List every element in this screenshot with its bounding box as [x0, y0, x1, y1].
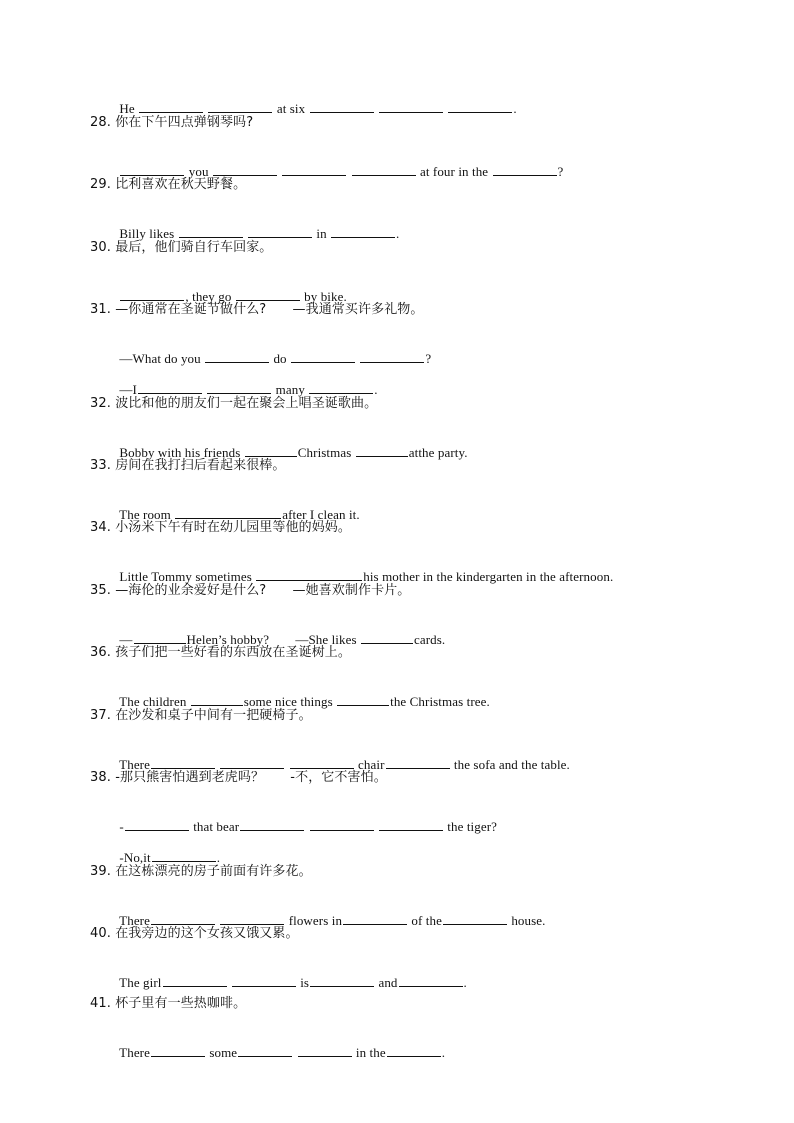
blank[interactable] — [310, 974, 374, 987]
answer-text: ? — [557, 164, 564, 179]
answer-text — [293, 1045, 296, 1060]
blank[interactable] — [240, 818, 304, 831]
blank[interactable] — [379, 818, 443, 831]
answer-text: Little Tommy sometimes — [119, 569, 256, 584]
answer-text: some — [205, 1045, 238, 1060]
question-34: 34. 小汤米下午有时在幼儿园里等他的妈妈。 — [90, 520, 352, 535]
blank[interactable] — [238, 1044, 292, 1057]
blank[interactable] — [125, 818, 189, 831]
answer-text: some nice things — [243, 694, 337, 709]
answer-line-41 — [106, 1028, 445, 1077]
blank[interactable] — [360, 350, 424, 363]
blank[interactable] — [139, 100, 203, 113]
answer-text: —What do you — [119, 351, 205, 366]
blank[interactable] — [245, 444, 297, 457]
blank[interactable] — [207, 381, 271, 394]
blank[interactable] — [120, 288, 184, 301]
blank[interactable] — [387, 1044, 441, 1057]
question-36: 36. 孩子们把一些好看的东西放在圣诞树上。 — [90, 645, 352, 660]
question-41: 41. 杯子里有一些热咖啡。 — [90, 996, 247, 1011]
answer-text: He — [119, 101, 139, 116]
answer-text — [356, 351, 359, 366]
blank[interactable] — [309, 381, 373, 394]
question-31: 31. —你通常在圣诞节做什么? —我通常买许多礼物。 — [90, 302, 424, 317]
answer-text — [278, 164, 281, 179]
answer-text: his mother in the kindergarten in the afternoon. — [363, 569, 614, 584]
blank[interactable] — [208, 100, 272, 113]
answer-text: . — [463, 975, 467, 990]
answer-text: that bear — [189, 819, 240, 834]
question-35: 35. —海伦的业余爱好是什么? —她喜欢制作卡片。 — [90, 583, 411, 598]
answer-text: by bike. — [300, 289, 347, 304]
blank[interactable] — [310, 100, 374, 113]
blank[interactable] — [220, 756, 284, 769]
answer-text: . — [216, 850, 221, 865]
answer-text: of the — [408, 913, 442, 928]
answer-text: ? — [425, 351, 432, 366]
answer-text: Helen’s hobby? —She likes — [186, 632, 360, 647]
blank[interactable] — [138, 381, 202, 394]
answer-text — [203, 382, 206, 397]
question-28: 28. 你在下午四点弹钢琴吗? — [90, 115, 254, 130]
answer-text: — — [119, 632, 133, 647]
answer-text: There — [119, 913, 150, 928]
question-39: 39. 在这栋漂亮的房子前面有许多花。 — [90, 864, 312, 879]
blank[interactable] — [443, 912, 507, 925]
blank[interactable] — [493, 163, 557, 176]
blank[interactable] — [152, 849, 216, 862]
answer-text: the Christmas tree. — [390, 694, 490, 709]
blank[interactable] — [448, 100, 512, 113]
answer-text: . — [396, 226, 400, 241]
answer-text: the sofa and the table. — [450, 757, 570, 772]
blank[interactable] — [248, 225, 312, 238]
question-32: 32. 波比和他的朋友们一起在聚会上唱圣诞歌曲。 — [90, 396, 378, 411]
answer-text — [375, 101, 378, 116]
answer-text — [204, 101, 207, 116]
question-37: 37. 在沙发和桌子中间有一把硬椅子。 — [90, 708, 312, 723]
answer-text: —I — [119, 382, 137, 397]
answer-text: house. — [507, 913, 546, 928]
answer-text: at four in the — [416, 164, 492, 179]
question-33: 33. 房间在我打扫后看起来很棒。 — [90, 458, 286, 473]
blank[interactable] — [191, 693, 243, 706]
blank[interactable] — [232, 974, 296, 987]
answer-text: The room — [119, 507, 175, 522]
answer-text: Christmas — [297, 445, 355, 460]
blank[interactable] — [298, 1044, 352, 1057]
answer-text: There — [119, 757, 150, 772]
blank[interactable] — [282, 163, 346, 176]
blank[interactable] — [386, 756, 450, 769]
blank[interactable] — [151, 1044, 205, 1057]
question-29: 29. 比利喜欢在秋天野餐。 — [90, 177, 247, 192]
blank[interactable] — [310, 818, 374, 831]
answer-text — [305, 819, 308, 834]
answer-text: . — [513, 101, 517, 116]
answer-text: The children — [119, 694, 190, 709]
question-40: 40. 在我旁边的这个女孩又饿又累。 — [90, 926, 299, 941]
blank[interactable] — [175, 506, 281, 519]
blank[interactable] — [399, 974, 463, 987]
answer-text: the tiger? — [443, 819, 498, 834]
answer-text: in — [313, 226, 331, 241]
answer-text: . — [441, 1045, 446, 1060]
answer-text: many — [272, 382, 309, 397]
answer-text: cards. — [414, 632, 446, 647]
answer-text — [228, 975, 231, 990]
answer-text: in the — [352, 1045, 386, 1060]
answer-text: Bobby with his friends — [119, 445, 244, 460]
blank[interactable] — [236, 288, 300, 301]
answer-text — [244, 226, 247, 241]
blank[interactable] — [331, 225, 395, 238]
blank[interactable] — [213, 163, 277, 176]
answer-text — [444, 101, 447, 116]
blank[interactable] — [352, 163, 416, 176]
blank[interactable] — [179, 225, 243, 238]
blank[interactable] — [343, 912, 407, 925]
answer-text: is — [296, 975, 310, 990]
question-30: 30. 最后，他们骑自行车回家。 — [90, 240, 273, 255]
question-38: 38. -那只熊害怕遇到老虎吗？ -不，它不害怕。 — [90, 770, 387, 785]
answer-text: and — [375, 975, 398, 990]
blank[interactable] — [291, 350, 355, 363]
blank[interactable] — [337, 693, 389, 706]
answer-text: you — [185, 164, 212, 179]
answer-text: atthe party. — [408, 445, 468, 460]
blank[interactable] — [151, 756, 215, 769]
blank[interactable] — [356, 444, 408, 457]
blank[interactable] — [134, 631, 186, 644]
answer-text: after I clean it. — [282, 507, 360, 522]
blank[interactable] — [361, 631, 413, 644]
blank[interactable] — [220, 912, 284, 925]
answer-text: flowers in — [285, 913, 343, 928]
answer-text — [375, 819, 378, 834]
blank[interactable] — [379, 100, 443, 113]
answer-text: at six — [273, 101, 309, 116]
answer-text: . — [374, 382, 378, 397]
answer-text: -No,it — [119, 850, 151, 865]
answer-text: - — [119, 819, 124, 834]
answer-text: There — [119, 1045, 150, 1060]
blank[interactable] — [120, 163, 184, 176]
answer-text: The girl — [119, 975, 162, 990]
blank[interactable] — [151, 912, 215, 925]
answer-text: chair — [354, 757, 385, 772]
answer-text: Billy likes — [119, 226, 178, 241]
answer-text — [347, 164, 350, 179]
blank[interactable] — [256, 568, 362, 581]
answer-text: , they go — [185, 289, 235, 304]
blank[interactable] — [163, 974, 227, 987]
blank[interactable] — [290, 756, 354, 769]
blank[interactable] — [205, 350, 269, 363]
answer-text: do — [270, 351, 291, 366]
